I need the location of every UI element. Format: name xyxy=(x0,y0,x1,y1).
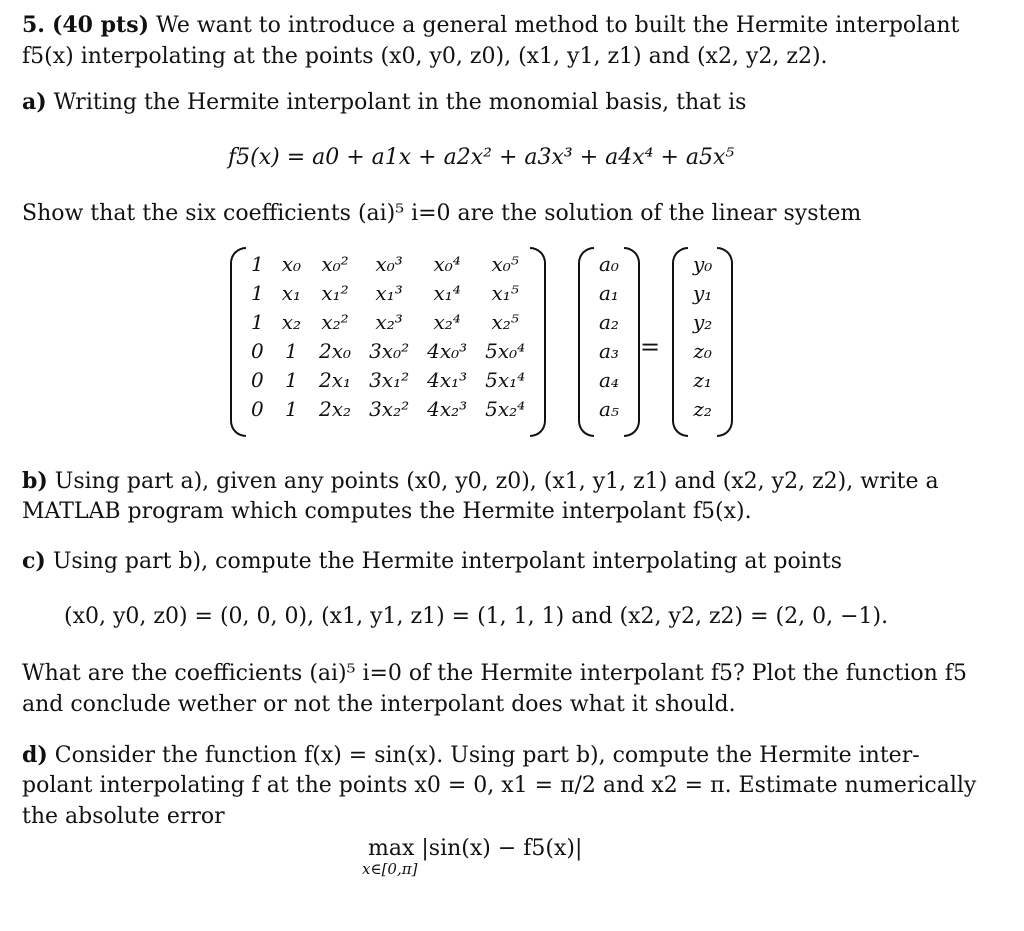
matrix-row-2 xyxy=(242,307,534,336)
matrix-cell: 0 xyxy=(251,367,264,392)
unknown-cell: a₀ xyxy=(599,251,619,276)
matrix-cell: 1 xyxy=(285,396,298,421)
part-c-question-1: What are the coefficients (ai)⁵ i=0 of the Hermite interpolant f5? Plot the function f5 xyxy=(22,661,967,686)
matrix-cell: 1 xyxy=(251,309,264,334)
matrix-row-3 xyxy=(242,336,534,365)
equals-sign: = xyxy=(640,333,661,361)
unknown-cell: a₄ xyxy=(599,367,619,392)
matrix-cell: 2x₁ xyxy=(319,367,352,392)
part-b-label: b) xyxy=(22,468,48,494)
matrix-cell: 0 xyxy=(251,396,264,421)
matrix-cell: 3x₁² xyxy=(369,367,410,392)
matrix-cell: 1 xyxy=(251,251,264,276)
part-c-text: Using part b), compute the Hermite interpolant interpolating at points xyxy=(52,549,843,574)
part-a-text: Writing the Hermite interpolant in the monomial basis, that is xyxy=(53,90,747,115)
problem-points: (40 pts) xyxy=(51,12,149,38)
matrix-cell: x₂² xyxy=(321,309,349,334)
part-b-line-2: MATLAB program which computes the Hermite interpolant f5(x). xyxy=(22,499,752,524)
matrix-cell: 1 xyxy=(285,367,298,392)
part-c-intro xyxy=(22,546,842,577)
rhs-row-1 xyxy=(684,278,721,307)
matrix-cell: 3x₂² xyxy=(369,396,410,421)
matrix-cell: 5x₀⁴ xyxy=(485,338,526,363)
rhs-cell: y₂ xyxy=(693,309,713,334)
unknowns-vector xyxy=(578,247,640,425)
unknown-row-1 xyxy=(590,278,628,307)
problem-intro-line-2: f5(x) interpolating at the points (x0, y0, z0), (x1, y1, z1) and (x2, y2, z2). xyxy=(22,44,828,69)
matrix-cell: 1 xyxy=(285,338,298,363)
part-b-text-1: Using part a), given any points (x0, y0, z0), (x1, y1, z1) and (x2, y2, z2), write a xyxy=(54,469,939,494)
part-d-line-3: the absolute error xyxy=(22,804,225,829)
part-a-intro xyxy=(22,87,746,118)
rhs-cell: z₀ xyxy=(693,338,712,363)
unknown-row-4 xyxy=(590,365,628,394)
problem-intro-text: We want to introduce a general method to built the Hermite interpolant xyxy=(156,13,960,38)
matrix-cell: x₁ xyxy=(281,280,302,305)
rhs-row-0 xyxy=(684,249,721,278)
matrix-row-4 xyxy=(242,365,534,394)
problem-number: 5. xyxy=(22,12,45,38)
matrix-cell: x₁⁵ xyxy=(491,280,519,305)
coefficient-matrix xyxy=(230,247,546,425)
matrix-cell: x₂⁵ xyxy=(491,309,519,334)
matrix-cell: x₂³ xyxy=(375,309,403,334)
matrix-cell: 3x₀² xyxy=(369,338,410,363)
matrix-cell: x₁² xyxy=(321,280,349,305)
rhs-cell: z₂ xyxy=(693,396,712,421)
rhs-cell: z₁ xyxy=(693,367,712,392)
unknown-row-2 xyxy=(590,307,628,336)
rhs-row-3 xyxy=(684,336,721,365)
rhs-cell: y₀ xyxy=(693,251,713,276)
part-a-label: a) xyxy=(22,89,47,115)
part-c-question-2: and conclude wether or not the interpolant does what it should. xyxy=(22,692,736,717)
error-subscript: x∈[0,π] xyxy=(362,860,418,878)
matrix-cell: 1 xyxy=(251,280,264,305)
part-a-show-text: Show that the six coefficients (ai)⁵ i=0 are the solution of the linear system xyxy=(22,201,862,226)
rhs-cell: y₁ xyxy=(693,280,713,305)
unknown-cell: a₂ xyxy=(599,309,619,334)
rhs-row-4 xyxy=(684,365,721,394)
matrix-row-0 xyxy=(242,249,534,278)
matrix-cell: x₀ xyxy=(281,251,302,276)
matrix-row-5 xyxy=(242,394,534,423)
matrix-cell: 4x₂³ xyxy=(427,396,468,421)
matrix-cell: 4x₀³ xyxy=(427,338,468,363)
matrix-cell: x₀⁴ xyxy=(433,251,461,276)
rhs-row-2 xyxy=(684,307,721,336)
matrix-cell: 4x₁³ xyxy=(427,367,468,392)
unknown-cell: a₅ xyxy=(599,396,619,421)
matrix-cell: x₁³ xyxy=(375,280,403,305)
monomial-formula: f5(x) = a0 + a1x + a2x² + a3x³ + a4x⁴ + a5x⁵ xyxy=(228,145,735,170)
matrix-cell: x₀³ xyxy=(375,251,403,276)
rhs-vector xyxy=(672,247,733,425)
part-c-label: c) xyxy=(22,548,46,574)
matrix-cell: 2x₂ xyxy=(319,396,352,421)
unknown-row-3 xyxy=(590,336,628,365)
unknown-cell: a₃ xyxy=(599,338,619,363)
matrix-cell: 5x₂⁴ xyxy=(485,396,526,421)
part-b-line-1 xyxy=(22,466,939,497)
part-c-points: (x0, y0, z0) = (0, 0, 0), (x1, y1, z1) = (1, 1, 1) and (x2, y2, z2) = (2, 0, −1). xyxy=(64,604,889,629)
matrix-cell: 5x₁⁴ xyxy=(485,367,526,392)
rhs-row-5 xyxy=(684,394,721,423)
matrix-cell: x₁⁴ xyxy=(433,280,461,305)
matrix-cell: x₀² xyxy=(321,251,349,276)
unknown-cell: a₁ xyxy=(599,280,619,305)
part-d-label: d) xyxy=(22,742,48,768)
error-expression: max |sin(x) − f5(x)| xyxy=(368,836,583,861)
matrix-cell: x₂⁴ xyxy=(433,309,461,334)
matrix-cell: x₀⁵ xyxy=(491,251,519,276)
part-d-line-1 xyxy=(22,740,920,771)
matrix-cell: 0 xyxy=(251,338,264,363)
problem-intro-line-1 xyxy=(22,10,959,41)
matrix-cell: x₂ xyxy=(281,309,302,334)
unknown-row-0 xyxy=(590,249,628,278)
part-d-text-1: Consider the function f(x) = sin(x). Using part b), compute the Hermite inter- xyxy=(54,743,920,768)
part-d-line-2: polant interpolating f at the points x0 = 0, x1 = π/2 and x2 = π. Estimate numerically xyxy=(22,773,977,798)
matrix-row-1 xyxy=(242,278,534,307)
matrix-cell: 2x₀ xyxy=(319,338,352,363)
unknown-row-5 xyxy=(590,394,628,423)
